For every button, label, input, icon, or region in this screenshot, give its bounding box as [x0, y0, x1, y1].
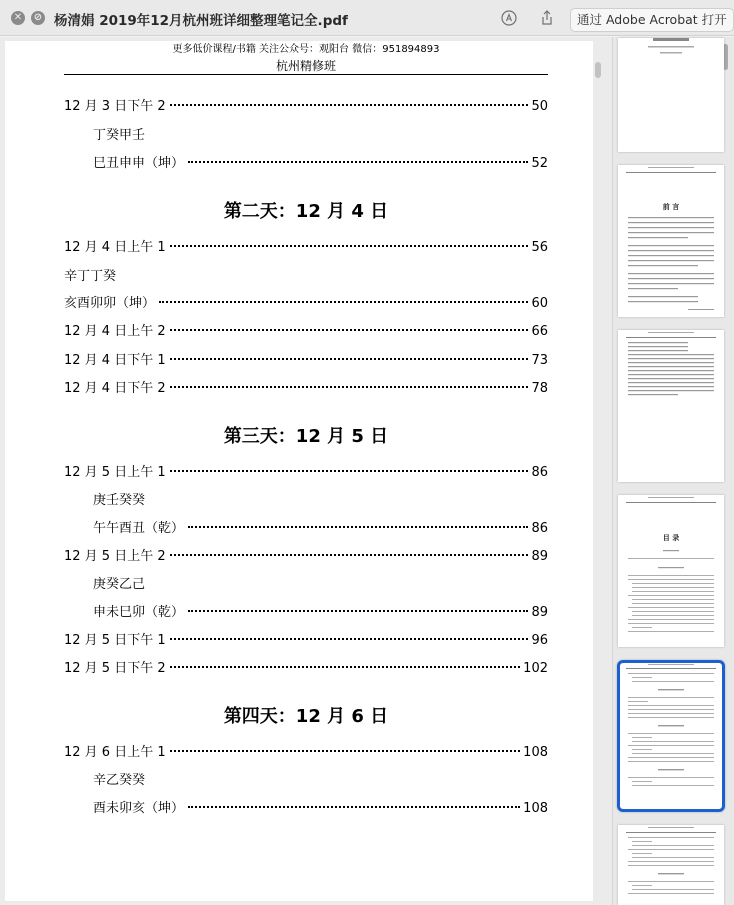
thumb-page-2-preview: [618, 165, 724, 317]
dot-leader: [188, 610, 528, 612]
minus-icon[interactable]: ⊘: [31, 11, 45, 25]
thumb-page-6[interactable]: [618, 825, 724, 905]
thumb-page-4[interactable]: [618, 495, 724, 647]
document-scrollbar[interactable]: [595, 62, 601, 78]
thumb-page-6-preview: [618, 825, 724, 905]
toc-entry[interactable]: [64, 349, 548, 368]
toc-entry[interactable]: [64, 377, 548, 396]
toc-page-number: 66: [531, 324, 548, 339]
day-heading: 第三天：12 月 5 日: [223, 426, 389, 447]
toc-page-number: 73: [531, 353, 548, 368]
toc-page-number: 56: [531, 240, 548, 255]
toc-page-number: 108: [523, 745, 548, 760]
dot-leader: [170, 554, 529, 556]
header-divider: [64, 74, 548, 75]
day-heading: 第二天：12 月 4 日: [223, 201, 389, 222]
toc-entry[interactable]: [64, 236, 548, 255]
toc-page-number: 60: [531, 296, 548, 311]
toc-subentry[interactable]: 庚壬癸癸: [93, 493, 146, 508]
markup-pen-icon[interactable]: [500, 9, 518, 27]
thumb-page-5[interactable]: [617, 660, 725, 812]
dot-leader: [188, 806, 520, 808]
toc-entry[interactable]: [93, 517, 548, 536]
toc-page-number: 78: [531, 381, 548, 396]
toc-entry[interactable]: [64, 320, 548, 339]
dot-leader: [170, 666, 521, 668]
toc-entry[interactable]: [64, 657, 548, 676]
toc-subentry[interactable]: 丁癸甲壬: [93, 128, 146, 143]
toc-page-number: 89: [531, 605, 548, 620]
toc-entry[interactable]: [93, 797, 548, 816]
dot-leader: [170, 245, 529, 247]
dot-leader: [188, 161, 528, 163]
thumb-page-5-preview: [620, 663, 722, 809]
toc-label: 12 月 5 日下午 2: [64, 661, 166, 676]
toc-entry[interactable]: [64, 292, 548, 311]
toc-entry[interactable]: [64, 741, 548, 760]
toc-label: 12 月 4 日上午 1: [64, 240, 166, 255]
thumb-title: 目 录: [662, 534, 680, 542]
page-header-contact: 更多低价课程/书籍 关注公众号：观阳台 微信：951894893: [172, 44, 440, 55]
dot-leader: [170, 750, 521, 752]
toc-entry[interactable]: [64, 545, 548, 564]
dot-leader: [188, 526, 528, 528]
toc-label: 午午酉丑（乾）: [93, 521, 185, 536]
toc-entry[interactable]: [64, 629, 548, 648]
toc-subentry[interactable]: 辛乙癸癸: [93, 773, 146, 788]
toc-label: 申未巳卯（乾）: [93, 605, 185, 620]
thumb-page-1[interactable]: [618, 38, 724, 152]
dot-leader: [170, 329, 529, 331]
toc-label: 酉未卯亥（坤）: [93, 801, 185, 816]
toc-subentry[interactable]: 辛丁丁癸: [64, 269, 117, 284]
toc-label: 12 月 6 日上午 1: [64, 745, 166, 760]
toc-page-number: 108: [523, 801, 548, 816]
dot-leader: [170, 470, 529, 472]
dot-leader: [170, 638, 529, 640]
thumb-title: 前 言: [662, 203, 680, 211]
window-title: 杨清娟 2019年12月杭州班详细整理笔记全.pdf: [54, 13, 348, 29]
toc-label: 亥酉卯卯（坤）: [64, 296, 156, 311]
open-with-acrobat-button[interactable]: 通过 Adobe Acrobat 打开: [570, 8, 734, 32]
toc-page-number: 52: [531, 156, 548, 171]
toc-page-number: 102: [523, 661, 548, 676]
day-heading: 第四天：12 月 6 日: [223, 706, 389, 727]
toc-label: 12 月 3 日下午 2: [64, 99, 166, 114]
toc-label: 12 月 4 日上午 2: [64, 324, 166, 339]
toc-label: 12 月 5 日上午 1: [64, 465, 166, 480]
toc-page-number: 89: [531, 549, 548, 564]
toc-entry[interactable]: [64, 461, 548, 480]
dot-leader: [159, 301, 528, 303]
thumb-page-2[interactable]: [618, 165, 724, 317]
dot-leader: [170, 358, 529, 360]
toc-page-number: 50: [531, 99, 548, 114]
dot-leader: [170, 386, 529, 388]
toc-label: 巳丑申申（坤）: [93, 156, 185, 171]
toc-label: 12 月 4 日下午 1: [64, 353, 166, 368]
toc-label: 12 月 4 日下午 2: [64, 381, 166, 396]
title-bar: [0, 0, 734, 36]
toc-subentry[interactable]: 庚癸乙己: [93, 577, 146, 592]
thumb-page-3-preview: [618, 330, 724, 482]
toc-entry[interactable]: [93, 152, 548, 171]
toc-entry[interactable]: [93, 601, 548, 620]
toc-entry[interactable]: [64, 95, 548, 114]
share-icon[interactable]: [538, 9, 556, 27]
toc-page-number: 86: [531, 465, 548, 480]
toc-label: 12 月 5 日下午 1: [64, 633, 166, 648]
page-header-class: 杭州精修班: [275, 59, 336, 73]
close-icon[interactable]: ✕: [11, 11, 25, 25]
toc-page-number: 96: [531, 633, 548, 648]
dot-leader: [170, 104, 529, 106]
toc-page-number: 86: [531, 521, 548, 536]
thumb-page-3[interactable]: [618, 330, 724, 482]
toc-label: 12 月 5 日上午 2: [64, 549, 166, 564]
thumb-page-4-preview: [618, 495, 724, 647]
thumb-page-1-preview: [618, 38, 724, 152]
